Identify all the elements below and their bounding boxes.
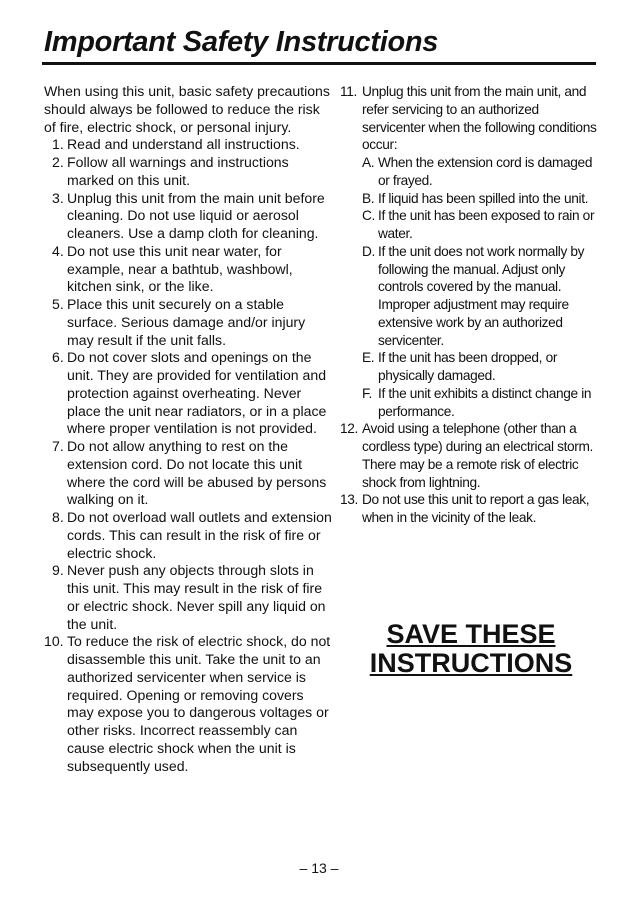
item-number: 4. [52, 242, 64, 259]
item-number: 7. [52, 438, 64, 454]
save-heading-line-1: SAVE THESE [386, 619, 556, 649]
item-number: 11. [340, 84, 357, 99]
left-column [44, 83, 334, 775]
page-title: Important Safety Instructions [44, 26, 439, 58]
item-text: Do not use this unit to report a gas leak, when in the vicinity of the leak. [362, 492, 590, 525]
condition-text: When the extension cord is damaged or frayed. [378, 155, 593, 188]
item-text: Unplug this unit from the main unit, and refer servicing to an authorized servicenter when the following conditions occur: [362, 84, 597, 153]
condition-item-d [362, 243, 602, 350]
instruction-item-7 [44, 438, 334, 509]
condition-item-b [362, 190, 602, 208]
condition-text: If the unit exhibits a distinct change in performance. [378, 385, 592, 419]
instruction-item-6 [44, 349, 334, 438]
instruction-item-3 [44, 190, 334, 243]
condition-letter: A. [362, 155, 375, 170]
item-number: 6. [52, 349, 64, 366]
item-number: 2. [52, 154, 64, 170]
instruction-item-2 [44, 154, 334, 190]
item-number: 5. [52, 296, 64, 312]
save-heading-line-2: INSTRUCTIONS [369, 648, 573, 678]
condition-text: If liquid has been spilled into the unit. [378, 190, 589, 206]
instruction-item-4 [44, 243, 334, 296]
item-number: 3. [52, 189, 64, 206]
instruction-item-10 [44, 633, 334, 775]
instruction-item-11 [340, 83, 602, 420]
condition-item-e [362, 349, 602, 385]
condition-letter: E. [362, 350, 375, 366]
item-text: Read and understand all instructions. [67, 136, 300, 153]
instruction-item-12 [340, 420, 602, 491]
instruction-list-right [340, 83, 602, 527]
right-column [340, 83, 602, 527]
condition-letter: C. [362, 208, 375, 224]
item-text: Never push any objects through slots in this unit. This may result in the risk of fire or electric shock. Never spill any liquid on the unit. [67, 562, 326, 632]
condition-text: If the unit has been exposed to rain or water. [378, 208, 595, 241]
item-text: Unplug this unit from the main unit before cleaning. Do not use liquid or aerosol cleaners. Use a damp cloth for cleaning. [67, 189, 325, 241]
condition-letter: F. [362, 385, 372, 401]
condition-item-f [362, 385, 602, 421]
instruction-list-left [44, 136, 334, 775]
instruction-item-1 [44, 136, 334, 154]
item-number: 1. [52, 136, 64, 153]
item-text: Do not overload wall outlets and extension cords. This can result in the risk of fire or electric shock. [67, 509, 332, 561]
item-number: 12. [340, 421, 358, 437]
item-text: Do not use this unit near water, for example, near a bathtub, washbowl, kitchen sink, or the like. [67, 242, 293, 295]
condition-letter: B. [362, 190, 375, 206]
instruction-item-5 [44, 296, 334, 349]
title-rule [42, 62, 596, 65]
condition-text: If the unit does not work normally by following the manual. Adjust only controls covered by the manual. Improper adjustment may require extensive work by an authorized servicenter. [378, 243, 585, 348]
item-text: Do not allow anything to rest on the extension cord. Do not locate this unit where the cord will be abused by persons walking on it. [67, 438, 327, 508]
condition-list [362, 154, 602, 420]
item-text: To reduce the risk of electric shock, do not disassemble this unit. Take the unit to an authorized servicenter when service is required. Opening or removing covers may expose you to dangerous voltages or other risks. Incorrect reassembly can cause electric shock when the unit is subsequently used. [67, 633, 331, 774]
item-text: Place this unit securely on a stable surface. Serious damage and/or injury may result if the unit falls. [67, 296, 306, 348]
page-number: – 13 – [299, 860, 339, 876]
condition-letter: D. [362, 243, 375, 259]
item-text: Do not cover slots and openings on the unit. They are provided for ventilation and protection against overheating. Never place the unit near radiators, or in a place where proper ventilation is not provided. [67, 349, 327, 437]
save-instructions-heading [340, 620, 602, 678]
item-number: 8. [52, 509, 64, 525]
instruction-item-9 [44, 562, 334, 633]
item-number: 10. [44, 633, 64, 650]
condition-item-a [362, 154, 602, 190]
condition-item-c [362, 207, 602, 243]
instruction-item-8 [44, 509, 334, 562]
item-text: Follow all warnings and instructions marked on this unit. [67, 154, 289, 188]
item-number: 9. [52, 562, 64, 579]
instruction-item-13 [340, 491, 602, 527]
item-text: Avoid using a telephone (other than a cordless type) during an electrical storm. There may be a remote risk of electric shock from lightning. [362, 421, 594, 490]
intro-paragraph: When using this unit, basic safety precautions should always be followed to reduce the risk of fire, electric shock, or personal injury. [44, 83, 330, 135]
condition-text: If the unit has been dropped, or physically damaged. [378, 350, 558, 383]
item-number: 13. [340, 492, 358, 508]
